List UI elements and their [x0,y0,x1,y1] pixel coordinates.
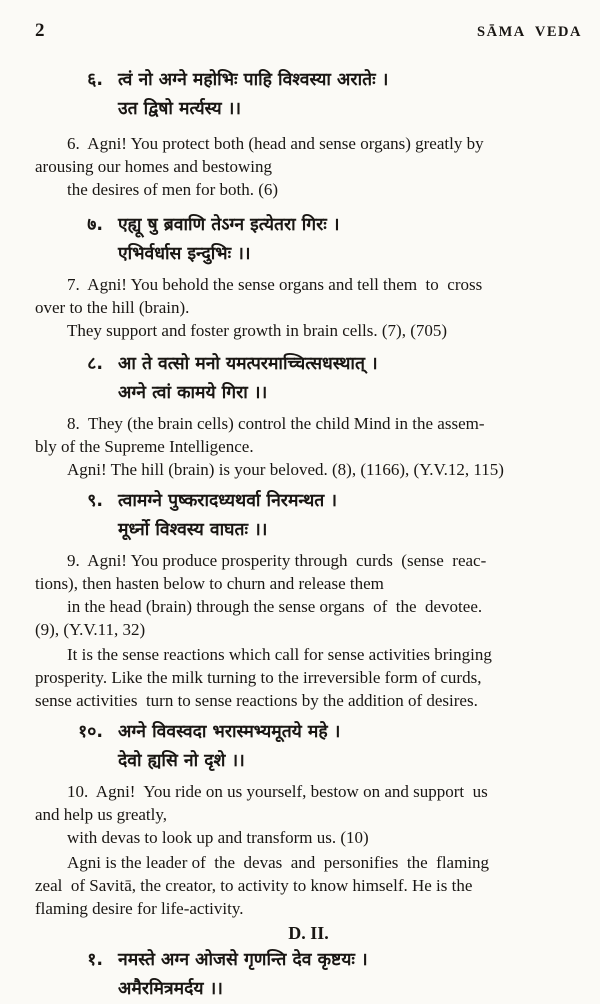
translation-10-line-3: with devas to look up and transform us. (10) [67,828,369,847]
translation-9 [35,549,582,641]
verse-8-line-1: आ ते वत्सो मनो यमत्परमाच्चित्सधस्थात् । [118,354,378,374]
verse-8-number: ८. [87,354,103,374]
verse-1-line-1: नमस्ते अग्न ओजसे गृणन्ति देव कृष्टयः । [118,950,368,970]
translation-6-line-2: arousing our homes and bestowing [35,157,273,176]
commentary-9 [35,643,582,712]
translation-7-line-2: over to the hill (brain). [35,298,190,317]
running-header [35,20,582,42]
translation-6 [35,132,582,201]
page-number: 2 [35,20,45,41]
commentary-9-line-2: prosperity. Like the milk turning to the irreversible form of curds, [35,668,482,687]
commentary-10-line-1: Agni is the leader of the devas and personifies the flaming [67,853,490,872]
verse-6-sanskrit [35,66,582,124]
verse-9-number: ९. [87,491,103,511]
verse-9-line-2: मूर्ध्नो विश्वस्य वाघतः ।। [118,520,268,540]
verse-8-line-2: अग्ने त्वां कामये गिरा ।। [118,383,268,403]
verse-10-line-2: देवो ह्यसि नो दृशे ।। [118,751,245,771]
translation-8 [35,412,582,481]
verse-7-sanskrit [35,211,582,269]
translation-10-line-2: and help us greatly, [35,805,168,824]
translation-10 [35,780,582,849]
translation-6-line-3: the desires of men for both. (6) [67,180,279,199]
commentary-9-line-1: It is the sense reactions which call for sense activities bringing [67,645,492,664]
verse-8-sanskrit [35,350,582,408]
translation-7 [35,273,582,342]
running-header-title: SĀMA VEDA [477,24,582,40]
translation-9-line-4: (9), (Y.V.11, 32) [35,620,146,639]
verse-7-line-2: एभिर्वर्धास इन्दुभिः ।। [118,244,251,264]
translation-9-line-1: 9. Agni! You produce prosperity through curds (sense reac- [67,551,487,570]
commentary-9-line-3: sense activities turn to sense reactions by the addition of desires. [35,691,478,710]
translation-10-line-1: 10. Agni! You ride on us yourself, bestow on and support us [67,782,488,801]
verse-6-line-1: त्वं नो अग्ने महोभिः पाहि विश्वस्या अरातेः । [118,70,389,90]
verse-6-line-2: उत द्विषो मर्त्यस्य ।। [118,99,241,119]
translation-6-line-1: 6. Agni! You protect both (head and sense organs) greatly by [67,134,484,153]
translation-7-line-3: They support and foster growth in brain cells. (7), (705) [67,321,448,340]
translation-7-line-1: 7. Agni! You behold the sense organs and tell them to cross [67,275,483,294]
verse-9-sanskrit [35,487,582,545]
verse-1-sanskrit [35,946,582,1004]
section-heading: D. II. [288,923,329,943]
translation-8-line-1: 8. They (the brain cells) control the child Mind in the assem- [67,414,485,433]
translation-9-line-3: in the head (brain) through the sense organs of the devotee. [67,597,483,616]
verse-7-number: ७. [87,215,103,235]
verse-6-number: ६. [87,70,103,90]
commentary-10-line-3: flaming desire for life-activity. [35,899,244,918]
commentary-10 [35,851,582,920]
translation-8-line-3: Agni! The hill (brain) is your beloved. (8), (1166), (Y.V.12, 115) [67,460,504,479]
verse-9-line-1: त्वामग्ने पुष्करादध्यथर्वा निरमन्थत । [118,491,337,511]
verse-10-number: १०. [78,722,103,742]
verse-1-number: १. [87,950,103,970]
verse-10-line-1: अग्ने विवस्वदा भरास्मभ्यमूतये महे । [118,722,341,742]
translation-8-line-2: bly of the Supreme Intelligence. [35,437,254,456]
verse-10-sanskrit [35,718,582,776]
verse-1-line-2: अमैरमित्रमर्दय ।। [118,979,223,999]
translation-9-line-2: tions), then hasten below to churn and release them [35,574,384,593]
commentary-10-line-2: zeal of Savitā, the creator, to activity to know himself. He is the [35,876,473,895]
verse-7-line-1: एह्यू षु ब्रवाणि तेऽग्न इत्येतरा गिरः । [118,215,340,235]
